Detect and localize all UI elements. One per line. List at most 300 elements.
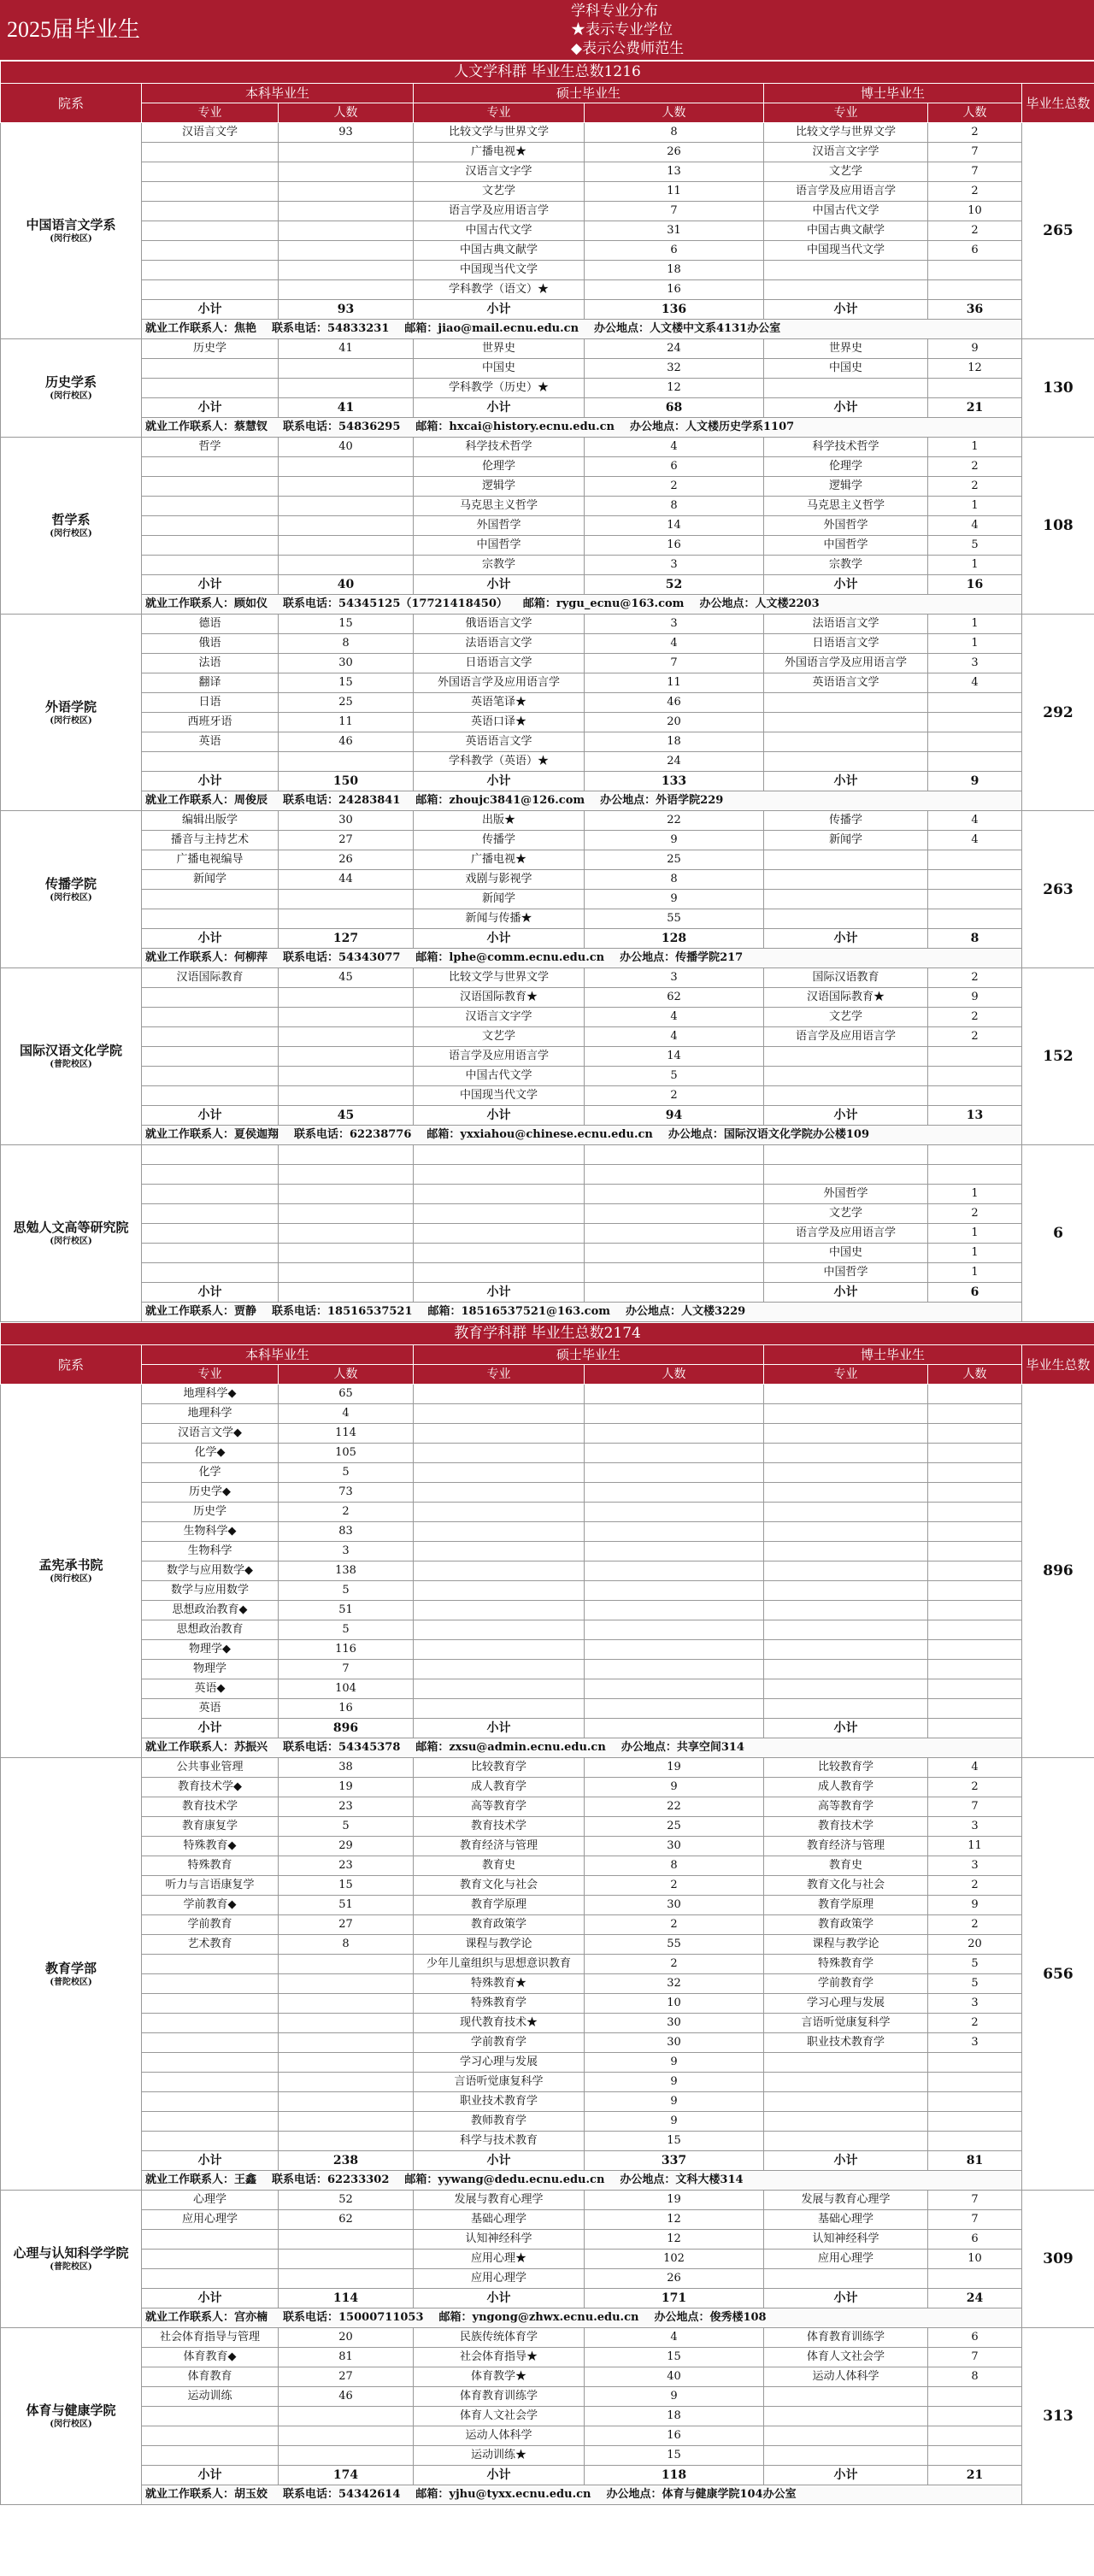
- dept-total: 656: [1022, 1758, 1094, 2191]
- contact-person: 就业工作联系人：何柳萍: [145, 951, 268, 964]
- table-row: [1, 1027, 1094, 1047]
- ms-major: 语言学及应用语言学: [414, 1047, 585, 1067]
- contact-row: [1, 320, 1094, 339]
- table-row: [1, 1856, 1094, 1876]
- phd-count: [928, 850, 1022, 870]
- ms-major: 比较教育学: [414, 1758, 585, 1778]
- ms-subtotal: 94: [585, 1106, 764, 1126]
- contact-phone: 联系电话：54833231: [272, 322, 390, 335]
- phd-major: 宗教学: [764, 556, 928, 575]
- col-count: 人数: [279, 103, 414, 123]
- phd-subtotal: [928, 1719, 1022, 1738]
- ms-major: 出版★: [414, 811, 585, 831]
- dept-campus: (闵行校区): [50, 2420, 92, 2429]
- phd-count: 5: [928, 1955, 1022, 1974]
- contact-info: [142, 1738, 1022, 1758]
- phd-count: [928, 1385, 1022, 1404]
- ug-major: 德语: [142, 615, 279, 634]
- contact-info: [142, 418, 1022, 438]
- ms-count: 16: [585, 280, 764, 300]
- table-row: [1, 693, 1094, 713]
- phd-count: [928, 1067, 1022, 1086]
- subheader-row: [1, 1365, 1094, 1385]
- phd-count: 9: [928, 1896, 1022, 1915]
- table-row: [1, 870, 1094, 890]
- phd-subtotal: 8: [928, 929, 1022, 949]
- ug-count: 105: [279, 1444, 414, 1463]
- phd-count: [928, 693, 1022, 713]
- col-ug: 本科毕业生: [142, 1345, 414, 1365]
- phd-major: [764, 2132, 928, 2151]
- ug-major: 物理学: [142, 1660, 279, 1679]
- contact-row: [1, 1126, 1094, 1145]
- subtotal-label: 小计: [764, 575, 928, 595]
- table-row: [1, 1463, 1094, 1483]
- ug-count: [279, 2250, 414, 2269]
- phd-major: 特殊教育学: [764, 1955, 928, 1974]
- phd-count: 3: [928, 1994, 1022, 2014]
- phd-count: 2: [928, 457, 1022, 477]
- ug-count: 7: [279, 1660, 414, 1679]
- phd-count: 6: [928, 2328, 1022, 2348]
- ug-major: [142, 1204, 279, 1224]
- ms-subtotal: 128: [585, 929, 764, 949]
- phd-count: 6: [928, 2230, 1022, 2250]
- ug-major: 物理学◆: [142, 1640, 279, 1660]
- ms-count: [585, 1620, 764, 1640]
- ug-count: [279, 1165, 414, 1185]
- table-row: [1, 2053, 1094, 2073]
- phd-major: [764, 1165, 928, 1185]
- phd-count: [928, 280, 1022, 300]
- ms-count: 31: [585, 221, 764, 241]
- phd-count: 1: [928, 1263, 1022, 1283]
- table-row: [1, 2446, 1094, 2466]
- ms-major: 职业技术教育学: [414, 2092, 585, 2112]
- phd-count: 11: [928, 1837, 1022, 1856]
- ug-count: [279, 143, 414, 162]
- phd-major: [764, 1424, 928, 1444]
- ug-count: [279, 2269, 414, 2289]
- phd-subtotal: 9: [928, 772, 1022, 791]
- ug-count: [279, 1027, 414, 1047]
- phd-count: 1: [928, 1185, 1022, 1204]
- phd-count: 5: [928, 1974, 1022, 1994]
- ms-subtotal: 171: [585, 2289, 764, 2308]
- ms-count: 30: [585, 2033, 764, 2053]
- ug-major: [142, 2033, 279, 2053]
- col-ms: 硕士毕业生: [414, 1345, 764, 1365]
- ug-major: [142, 536, 279, 556]
- ms-count: 6: [585, 457, 764, 477]
- contact-person: 就业工作联系人：蔡慧钗: [145, 421, 268, 433]
- subtotal-label: 小计: [142, 575, 279, 595]
- phd-major: 学前教育学: [764, 1974, 928, 1994]
- table-row: [1, 516, 1094, 536]
- ug-count: [279, 1008, 414, 1027]
- ms-major: 世界史: [414, 339, 585, 359]
- phd-count: [928, 2446, 1022, 2466]
- ms-count: [585, 1522, 764, 1542]
- table-row: [1, 1185, 1094, 1204]
- phd-count: [928, 2387, 1022, 2407]
- table-row: [1, 2073, 1094, 2092]
- ug-count: 138: [279, 1561, 414, 1581]
- ug-major: [142, 2407, 279, 2426]
- table-row: [1, 1817, 1094, 1837]
- ms-major: 教育技术学: [414, 1817, 585, 1837]
- ms-major: 文艺学: [414, 182, 585, 202]
- ms-count: 10: [585, 1994, 764, 2014]
- phd-major: 外国语言学及应用语言学: [764, 654, 928, 673]
- phd-count: 9: [928, 339, 1022, 359]
- dept-name: [1, 438, 142, 615]
- phd-count: 3: [928, 2033, 1022, 2053]
- phd-major: [764, 1620, 928, 1640]
- table-row: [1, 162, 1094, 182]
- ms-major: 认知神经科学: [414, 2230, 585, 2250]
- dept-campus: (闵行校区): [50, 1574, 92, 1584]
- phd-major: [764, 1660, 928, 1679]
- phd-major: [764, 1561, 928, 1581]
- ug-count: [279, 890, 414, 909]
- ms-count: [585, 1601, 764, 1620]
- phd-major: 比较教育学: [764, 1758, 928, 1778]
- phd-count: [928, 713, 1022, 732]
- phd-major: 英语语言文学: [764, 673, 928, 693]
- table-row: [1, 1483, 1094, 1503]
- phd-major: 国际汉语教育: [764, 968, 928, 988]
- ms-major: [414, 1620, 585, 1640]
- phd-count: [928, 890, 1022, 909]
- phd-subtotal: 21: [928, 398, 1022, 418]
- table-row: [1, 2210, 1094, 2230]
- contact-phone: 联系电话：54345378: [283, 1741, 401, 1754]
- ug-count: 29: [279, 1837, 414, 1856]
- ug-major: 汉语言文学: [142, 123, 279, 143]
- dept-total: 292: [1022, 615, 1094, 811]
- ug-major: [142, 143, 279, 162]
- phd-count: 5: [928, 536, 1022, 556]
- ms-major: 戏剧与影视学: [414, 870, 585, 890]
- phd-count: 3: [928, 654, 1022, 673]
- dept-campus: (闵行校区): [50, 391, 92, 401]
- phd-major: 传播学: [764, 811, 928, 831]
- phd-count: [928, 1165, 1022, 1185]
- subtotal-row: [1, 2151, 1094, 2171]
- ug-count: 27: [279, 1915, 414, 1935]
- ug-major: [142, 1165, 279, 1185]
- phd-major: 科学技术哲学: [764, 438, 928, 457]
- ms-subtotal: 133: [585, 772, 764, 791]
- contact-email: 邮箱：zhoujc3841@126.com: [415, 794, 585, 807]
- ms-major: 伦理学: [414, 457, 585, 477]
- ug-major: [142, 1224, 279, 1244]
- ms-count: 30: [585, 2014, 764, 2033]
- phd-count: 1: [928, 556, 1022, 575]
- phd-subtotal: 21: [928, 2466, 1022, 2485]
- phd-major: 文艺学: [764, 1204, 928, 1224]
- graduate-tables: [0, 61, 1094, 2505]
- phd-count: 20: [928, 1935, 1022, 1955]
- phd-count: [928, 1601, 1022, 1620]
- ug-major: 数学与应用数学◆: [142, 1561, 279, 1581]
- ms-major: [414, 1424, 585, 1444]
- table-row: [1, 1758, 1094, 1778]
- table-row: [1, 850, 1094, 870]
- dept-total: 265: [1022, 123, 1094, 339]
- ug-count: [279, 477, 414, 497]
- ms-major: [414, 1640, 585, 1660]
- subtotal-row: [1, 300, 1094, 320]
- ms-count: 55: [585, 1935, 764, 1955]
- ug-count: 8: [279, 1935, 414, 1955]
- ug-major: [142, 2053, 279, 2073]
- ms-count: 9: [585, 2112, 764, 2132]
- dept-title: 哲学系: [51, 512, 91, 527]
- ms-count: 30: [585, 1837, 764, 1856]
- phd-count: [928, 1424, 1022, 1444]
- table-row: [1, 261, 1094, 280]
- dept-name: [1, 1758, 142, 2191]
- dept-campus: (普陀校区): [50, 2262, 92, 2272]
- table-row: [1, 556, 1094, 575]
- subtotal-label: 小计: [142, 929, 279, 949]
- ug-count: 73: [279, 1483, 414, 1503]
- ms-count: 2: [585, 477, 764, 497]
- col-major: 专业: [142, 103, 279, 123]
- table-row: [1, 1994, 1094, 2014]
- ms-major: 英语口译★: [414, 713, 585, 732]
- ms-major: 新闻与传播★: [414, 909, 585, 929]
- contact-info: [142, 949, 1022, 968]
- ug-major: [142, 2426, 279, 2446]
- ug-count: [279, 241, 414, 261]
- phd-major: [764, 2387, 928, 2407]
- ug-major: [142, 1086, 279, 1106]
- ug-count: 41: [279, 339, 414, 359]
- contact-row: [1, 418, 1094, 438]
- ms-count: 14: [585, 1047, 764, 1067]
- contact-info: [142, 595, 1022, 615]
- table-row: [1, 1086, 1094, 1106]
- ug-count: [279, 2033, 414, 2053]
- ms-count: 25: [585, 850, 764, 870]
- legend-item: ★表示专业学位: [571, 21, 673, 38]
- subtotal-label: 小计: [764, 2289, 928, 2308]
- col-dept: 院系: [1, 1345, 142, 1385]
- table-row: [1, 2014, 1094, 2033]
- group-title-row: [1, 62, 1094, 84]
- contact-phone: 联系电话：15000711053: [283, 2311, 424, 2324]
- contact-office: 办公地点：传播学院217: [620, 951, 744, 964]
- ug-major: 俄语: [142, 634, 279, 654]
- phd-major: [764, 261, 928, 280]
- table-row: [1, 1503, 1094, 1522]
- ug-count: [279, 988, 414, 1008]
- table-row: [1, 2230, 1094, 2250]
- table-row: [1, 2367, 1094, 2387]
- page-header: [0, 0, 1094, 61]
- ug-count: [279, 2407, 414, 2426]
- phd-count: 7: [928, 2210, 1022, 2230]
- ms-count: [585, 1185, 764, 1204]
- subtotal-label: 小计: [414, 1106, 585, 1126]
- col-count: 人数: [928, 103, 1022, 123]
- table-row: [1, 1385, 1094, 1404]
- contact-office: 办公地点：文科大楼314: [620, 2173, 744, 2186]
- ms-major: [414, 1263, 585, 1283]
- ms-count: 7: [585, 202, 764, 221]
- contact-email: 邮箱：18516537521@163.com: [427, 1305, 611, 1318]
- ms-count: 16: [585, 2426, 764, 2446]
- ug-major: 编辑出版学: [142, 811, 279, 831]
- ug-subtotal: 41: [279, 398, 414, 418]
- ms-major: 运动人体科学: [414, 2426, 585, 2446]
- ug-major: 历史学: [142, 1503, 279, 1522]
- ms-count: 18: [585, 732, 764, 752]
- phd-major: [764, 1581, 928, 1601]
- ug-count: 15: [279, 673, 414, 693]
- ug-major: 哲学: [142, 438, 279, 457]
- dept-title: 心理与认知科学学院: [13, 2245, 129, 2261]
- ug-count: [279, 536, 414, 556]
- phd-count: 1: [928, 1244, 1022, 1263]
- ms-count: 24: [585, 752, 764, 772]
- dept-total: 263: [1022, 811, 1094, 968]
- phd-major: 语言学及应用语言学: [764, 1224, 928, 1244]
- table-row: [1, 1224, 1094, 1244]
- table-row: [1, 1542, 1094, 1561]
- col-major: 专业: [414, 1365, 585, 1385]
- contact-row: [1, 949, 1094, 968]
- ms-subtotal: 337: [585, 2151, 764, 2171]
- phd-major: 教育技术学: [764, 1817, 928, 1837]
- ms-major: [414, 1561, 585, 1581]
- ms-major: 科学技术哲学: [414, 438, 585, 457]
- ug-major: [142, 1067, 279, 1086]
- table-row: [1, 379, 1094, 398]
- ug-major: [142, 280, 279, 300]
- ms-count: 20: [585, 713, 764, 732]
- phd-count: [928, 2053, 1022, 2073]
- ug-subtotal: 40: [279, 575, 414, 595]
- contact-email: 邮箱：yxxiahou@chinese.ecnu.edu.cn: [426, 1128, 653, 1141]
- contact-email: 邮箱：zxsu@admin.ecnu.edu.cn: [415, 1741, 606, 1754]
- ug-count: [279, 379, 414, 398]
- ms-subtotal: [585, 1283, 764, 1303]
- phd-major: [764, 1463, 928, 1483]
- dept-title: 外语学院: [44, 698, 97, 715]
- table-row: [1, 1145, 1094, 1165]
- contact-phone: 联系电话：54342614: [283, 2488, 401, 2501]
- ms-major: 学习心理与发展: [414, 2053, 585, 2073]
- phd-major: [764, 713, 928, 732]
- ug-major: 听力与言语康复学: [142, 1876, 279, 1896]
- subtotal-label: 小计: [142, 300, 279, 320]
- subtotal-label: 小计: [414, 2289, 585, 2308]
- ms-count: 18: [585, 261, 764, 280]
- ug-major: 思想政治教育: [142, 1620, 279, 1640]
- phd-major: 中国古代文学: [764, 202, 928, 221]
- dept-name: [1, 123, 142, 339]
- contact-row: [1, 791, 1094, 811]
- subtotal-label: 小计: [764, 1283, 928, 1303]
- ug-count: 15: [279, 1876, 414, 1896]
- header-row: [1, 84, 1094, 103]
- col-major: 专业: [414, 103, 585, 123]
- table-row: [1, 1404, 1094, 1424]
- table-row: [1, 1561, 1094, 1581]
- contact-phone: 联系电话：54345125（17721418450）: [283, 597, 508, 610]
- ms-major: 马克思主义哲学: [414, 497, 585, 516]
- contact-info: [142, 320, 1022, 339]
- ms-major: 教育学原理: [414, 1896, 585, 1915]
- ms-major: [414, 1601, 585, 1620]
- ms-count: 8: [585, 1856, 764, 1876]
- ug-count: 83: [279, 1522, 414, 1542]
- ms-major: 运动训练★: [414, 2446, 585, 2466]
- ug-count: [279, 2014, 414, 2033]
- phd-major: 马克思主义哲学: [764, 497, 928, 516]
- dept-campus: (闵行校区): [50, 1237, 92, 1246]
- table-row: [1, 477, 1094, 497]
- table-row: [1, 654, 1094, 673]
- phd-major: 语言学及应用语言学: [764, 182, 928, 202]
- ms-major: 学科教学（历史）★: [414, 379, 585, 398]
- ms-major: 发展与教育心理学: [414, 2191, 585, 2210]
- phd-count: [928, 1640, 1022, 1660]
- ug-count: 4: [279, 1404, 414, 1424]
- ms-major: 文艺学: [414, 1027, 585, 1047]
- col-major: 专业: [764, 1365, 928, 1385]
- col-total: 毕业生总数: [1022, 1345, 1094, 1385]
- ms-major: [414, 1581, 585, 1601]
- dept-campus: (普陀校区): [50, 1977, 92, 1987]
- phd-count: 2: [928, 2014, 1022, 2033]
- ug-subtotal: 127: [279, 929, 414, 949]
- table-row: [1, 1581, 1094, 1601]
- phd-subtotal: 24: [928, 2289, 1022, 2308]
- table-row: [1, 673, 1094, 693]
- ms-count: [585, 1404, 764, 1424]
- phd-major: 认知神经科学: [764, 2230, 928, 2250]
- ug-major: 体育教育: [142, 2367, 279, 2387]
- phd-count: [928, 870, 1022, 890]
- phd-major: 日语语言文学: [764, 634, 928, 654]
- subtotal-label: 小计: [414, 2151, 585, 2171]
- phd-count: 2: [928, 123, 1022, 143]
- ug-major: [142, 556, 279, 575]
- contact-office: 办公地点：人文楼历史学系1107: [630, 421, 795, 433]
- contact-info: [142, 1303, 1022, 1322]
- phd-count: 10: [928, 202, 1022, 221]
- phd-major: 语言学及应用语言学: [764, 1027, 928, 1047]
- ug-count: [279, 1047, 414, 1067]
- ug-major: [142, 2269, 279, 2289]
- subtotal-label: 小计: [142, 1106, 279, 1126]
- table-row: [1, 457, 1094, 477]
- table-row: [1, 2132, 1094, 2151]
- ms-count: 15: [585, 2132, 764, 2151]
- ug-count: [279, 1994, 414, 2014]
- subtotal-label: 小计: [764, 2466, 928, 2485]
- ms-count: 9: [585, 1778, 764, 1797]
- subtotal-label: 小计: [414, 772, 585, 791]
- ms-count: 18: [585, 2407, 764, 2426]
- ug-major: 教育技术学: [142, 1797, 279, 1817]
- ms-major: 课程与教学论: [414, 1935, 585, 1955]
